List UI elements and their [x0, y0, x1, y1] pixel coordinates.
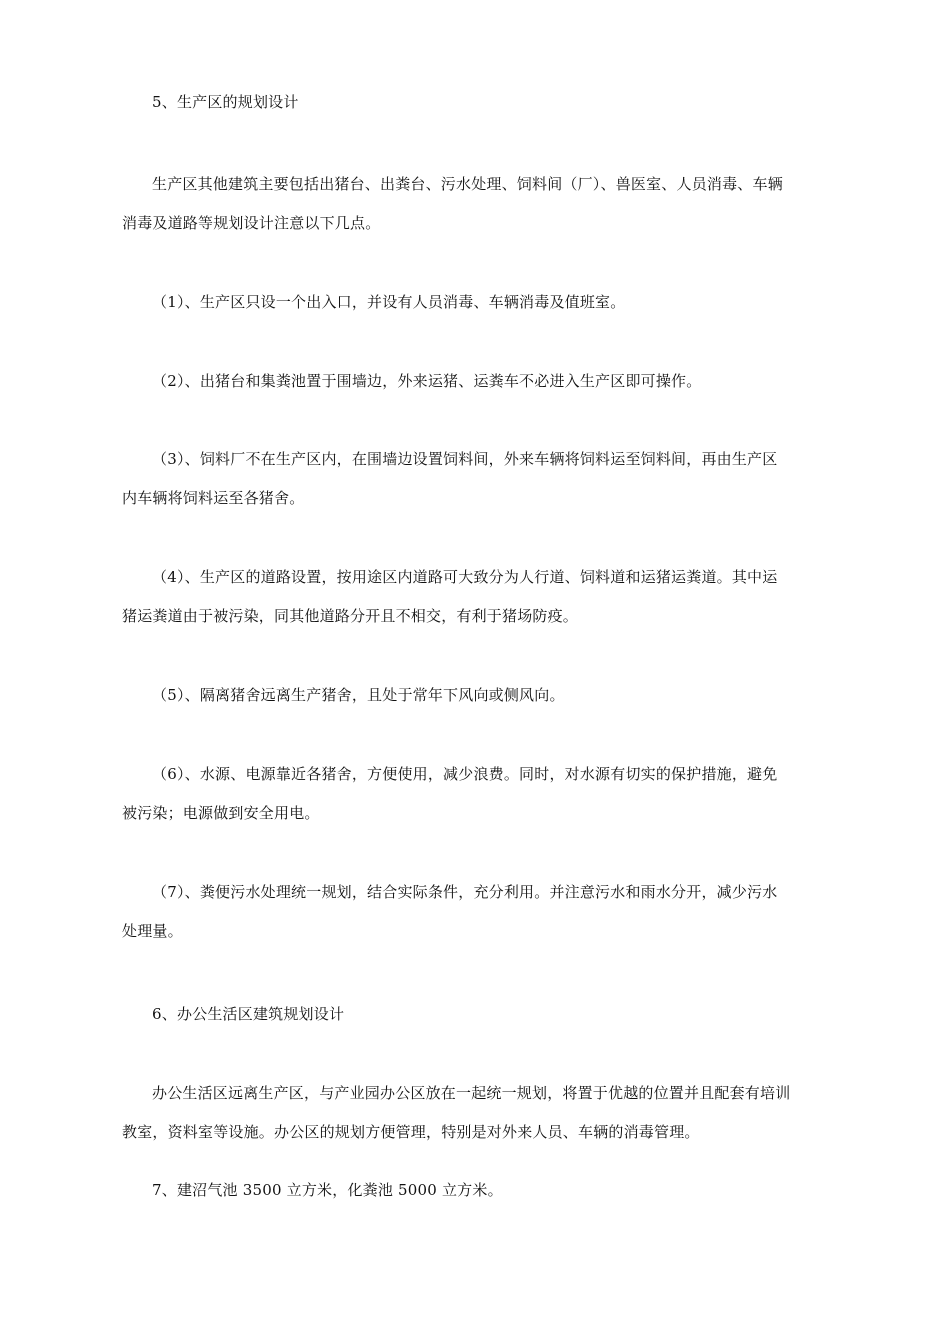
item-7-line-2: 处理量。 [122, 922, 183, 940]
item-4-line-2: 猪运粪道由于被污染，同其他道路分开且不相交，有利于猪场防疫。 [122, 607, 579, 625]
item-5: （5）、隔离猪舍远离生产猪舍，且处于常年下风向或侧风向。 [152, 686, 565, 704]
section-6-paragraph-line-1: 办公生活区远离生产区，与产业园办公区放在一起统一规划，将置于优越的位置并且配套有培训 [152, 1084, 791, 1102]
item-1: （1）、生产区只设一个出入口，并设有人员消毒、车辆消毒及值班室。 [152, 293, 626, 311]
section-5-heading: 5、生产区的规划设计 [152, 93, 299, 111]
section-6-heading: 6、办公生活区建筑规划设计 [152, 1005, 345, 1023]
item-2: （2）、出猪台和集粪池置于围墙边，外来运猪、运粪车不必进入生产区即可操作。 [152, 372, 702, 390]
item-3-line-2: 内车辆将饲料运至各猪舍。 [122, 489, 305, 507]
section-6-paragraph-line-2: 教室，资料室等设施。办公区的规划方便管理，特别是对外来人员、车辆的消毒管理。 [122, 1123, 700, 1141]
intro-paragraph-line-1: 生产区其他建筑主要包括出猪台、出粪台、污水处理、饲料间（厂）、兽医室、人员消毒、车辆 [152, 175, 783, 193]
section-7-line: 7、建沼气池 3500 立方米，化粪池 5000 立方米。 [152, 1181, 503, 1199]
item-6-line-1: （6）、水源、电源靠近各猪舍，方便使用，减少浪费。同时，对水源有切实的保护措施，避免 [152, 765, 778, 783]
item-4-line-1: （4）、生产区的道路设置，按用途区内道路可大致分为人行道、饲料道和运猪运粪道。其中运 [152, 568, 778, 586]
item-7-line-1: （7）、粪便污水处理统一规划，结合实际条件，充分利用。并注意污水和雨水分开，减少污水 [152, 883, 778, 901]
item-3-line-1: （3）、饲料厂不在生产区内，在围墙边设置饲料间，外来车辆将饲料运至饲料间，再由生产区 [152, 450, 778, 468]
item-6-line-2: 被污染；电源做到安全用电。 [122, 804, 320, 822]
intro-paragraph-line-2: 消毒及道路等规划设计注意以下几点。 [122, 214, 381, 232]
